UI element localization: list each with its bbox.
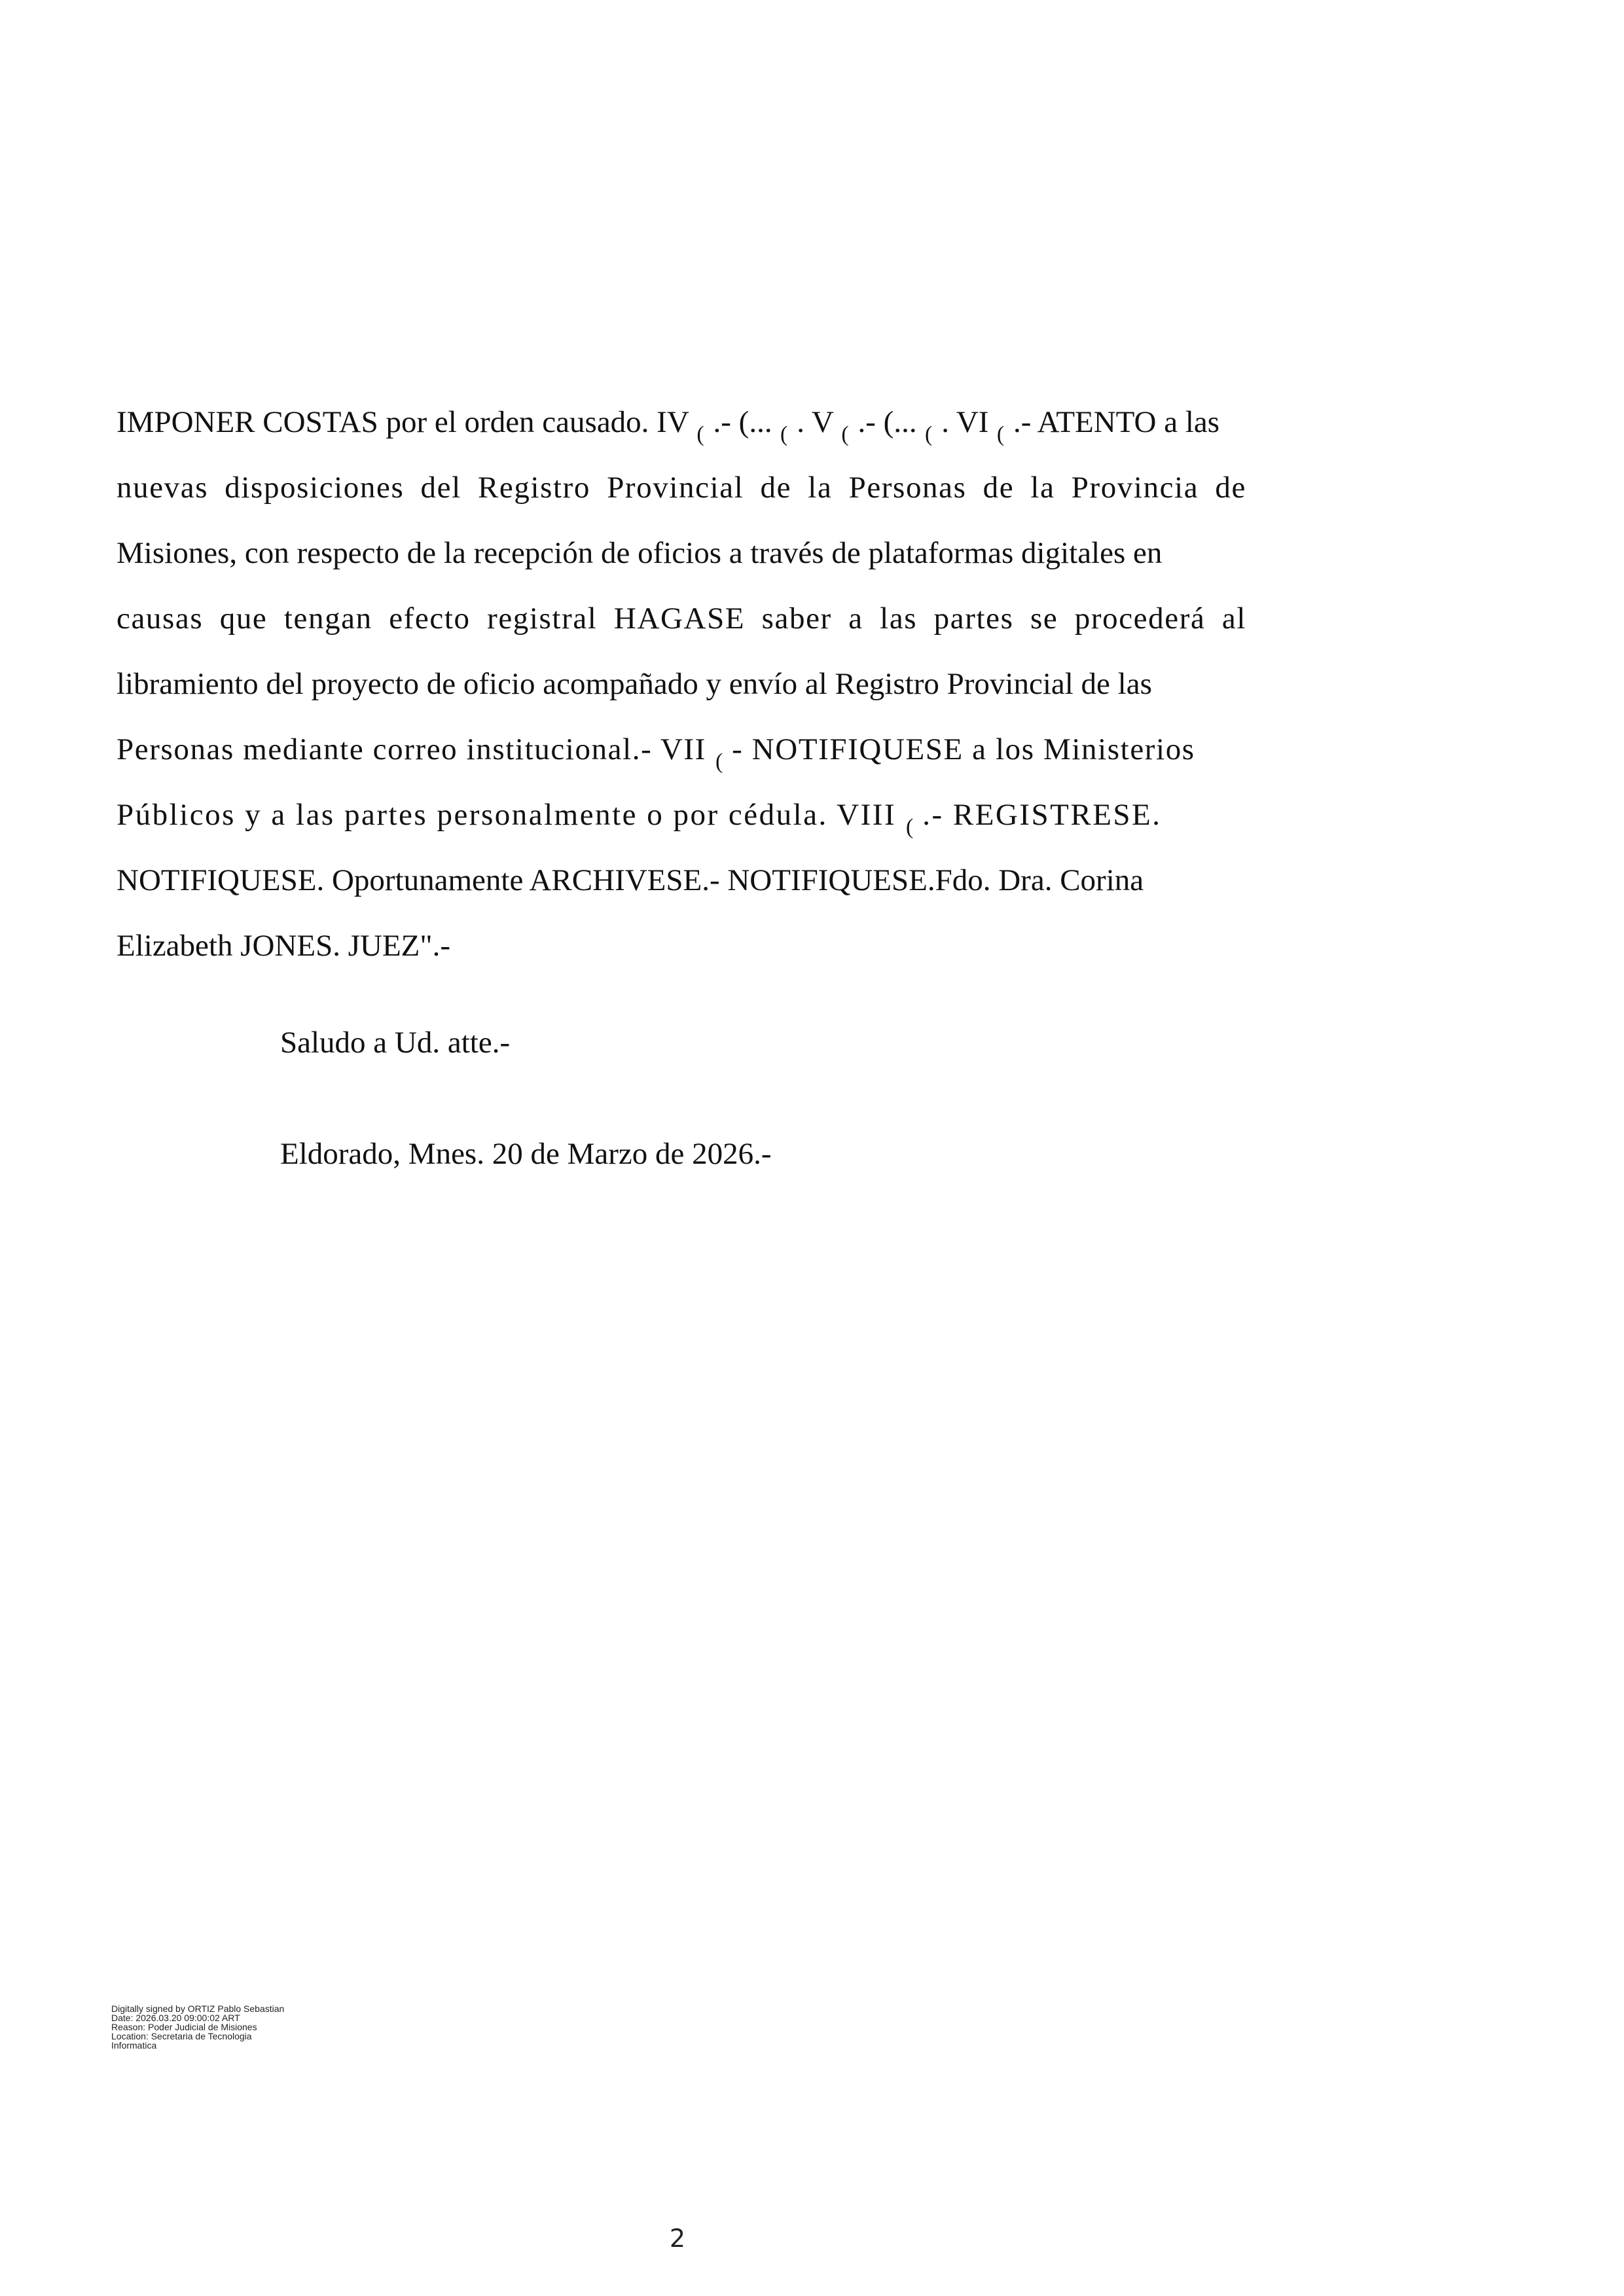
digital-signature-stamp bbox=[111, 2004, 284, 2050]
signature-signer: Digitally signed by ORTIZ Pablo Sebastian bbox=[111, 2003, 285, 2014]
paragraph-line-5: libramiento del proyecto de oficio acompañado y envío al Registro Provincial de las bbox=[117, 667, 1152, 701]
place-and-date: Eldorado, Mnes. 20 de Marzo de 2026.- bbox=[280, 1137, 772, 1171]
signature-date: Date: 2026.03.20 09:00:02 ART bbox=[111, 2013, 240, 2023]
signature-location-cont: Informatica bbox=[111, 2040, 157, 2051]
paragraph-line-4: causas que tengan efecto registral HAGASE saber a las partes se procederá al bbox=[117, 601, 1246, 636]
resolution-paragraph bbox=[117, 389, 1246, 978]
paragraph-line-3: Misiones, con respecto de la recepción de oficios a través de plataformas digitales en bbox=[117, 536, 1163, 570]
paragraph-line-1: IMPONER COSTAS por el orden causado. IV ( .- (... ( . V ( .- (... ( . VI ( .- ATENTO a las bbox=[117, 405, 1220, 447]
signature-reason: Reason: Poder Judicial de Misiones bbox=[111, 2022, 257, 2032]
signature-location: Location: Secretaria de Tecnologia bbox=[111, 2031, 252, 2041]
paragraph-line-8: NOTIFIQUESE. Oportunamente ARCHIVESE.- NOTIFIQUESE.Fdo. Dra. Corina bbox=[117, 863, 1144, 897]
closing-salutation: Saludo a Ud. atte.- bbox=[280, 1026, 511, 1060]
paragraph-line-7: Públicos y a las partes personalmente o por cédula. VIII ( .- REGISTRESE. bbox=[117, 798, 1162, 840]
paragraph-line-2: nuevas disposiciones del Registro Provincial de la Personas de la Provincia de bbox=[117, 471, 1246, 505]
paragraph-line-6: Personas mediante correo institucional.- VII ( - NOTIFIQUESE a los Ministerios bbox=[117, 732, 1195, 774]
paragraph-line-9: Elizabeth JONES. JUEZ".- bbox=[117, 929, 450, 963]
page-number: 2 bbox=[669, 2224, 686, 2253]
